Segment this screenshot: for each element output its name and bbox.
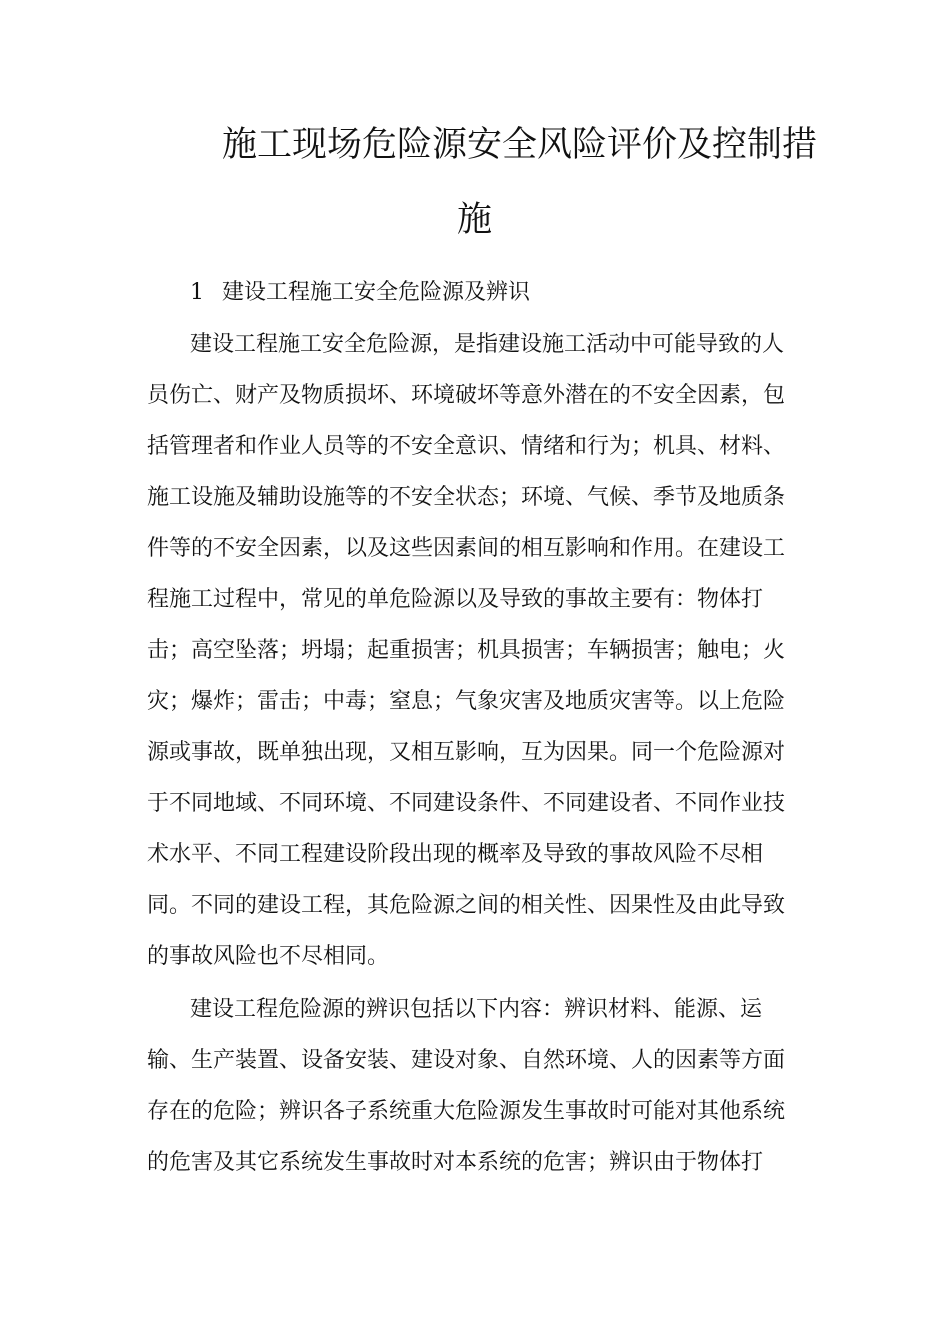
section-heading-text: 建设工程施工安全危险源及辨识 [222, 280, 531, 305]
paragraph-1-line: 灾；爆炸；雷击；中毒；窒息；气象灾害及地质灾害等。以上危险 [147, 689, 786, 714]
paragraph-2-line: 存在的危险；辨识各子系统重大危险源发生事故时可能对其他系统 [147, 1099, 786, 1124]
document-title-line-2: 施 [457, 200, 493, 240]
paragraph-1-line: 同。不同的建设工程，其危险源之间的相关性、因果性及由此导致 [147, 893, 786, 918]
section-number: 1 [190, 280, 204, 305]
paragraph-1-line: 施工设施及辅助设施等的不安全状态；环境、气候、季节及地质条 [147, 485, 786, 510]
paragraph-1-line: 括管理者和作业人员等的不安全意识、情绪和行为；机具、材料、 [147, 434, 786, 459]
paragraph-1-line: 源或事故，既单独出现，又相互影响，互为因果。同一个危险源对 [147, 740, 786, 765]
paragraph-2-line: 建设工程危险源的辨识包括以下内容：辨识材料、能源、运 [190, 997, 763, 1022]
paragraph-1-line: 击；高空坠落；坍塌；起重损害；机具损害；车辆损害；触电；火 [147, 638, 786, 663]
paragraph-2-line: 的危害及其它系统发生事故时对本系统的危害；辨识由于物体打 [147, 1150, 764, 1175]
paragraph-1-line: 员伤亡、财产及物质损坏、环境破坏等意外潜在的不安全因素，包 [147, 383, 786, 408]
paragraph-1-line: 建设工程施工安全危险源，是指建设施工活动中可能导致的人 [190, 332, 785, 357]
paragraph-2-line: 输、生产装置、设备安装、建设对象、自然环境、人的因素等方面 [147, 1048, 786, 1073]
paragraph-1-line: 于不同地域、不同环境、不同建设条件、不同建设者、不同作业技 [147, 791, 786, 816]
paragraph-1-line: 程施工过程中，常见的单危险源以及导致的事故主要有：物体打 [147, 587, 764, 612]
paragraph-1-line: 件等的不安全因素，以及这些因素间的相互影响和作用。在建设工 [147, 536, 786, 561]
section-heading [190, 278, 530, 308]
paragraph-1-line: 术水平、不同工程建设阶段出现的概率及导致的事故风险不尽相 [147, 842, 764, 867]
document-title-line-1: 施工现场危险源安全风险评价及控制措 [222, 125, 818, 165]
paragraph-1-line: 的事故风险也不尽相同。 [147, 944, 390, 969]
